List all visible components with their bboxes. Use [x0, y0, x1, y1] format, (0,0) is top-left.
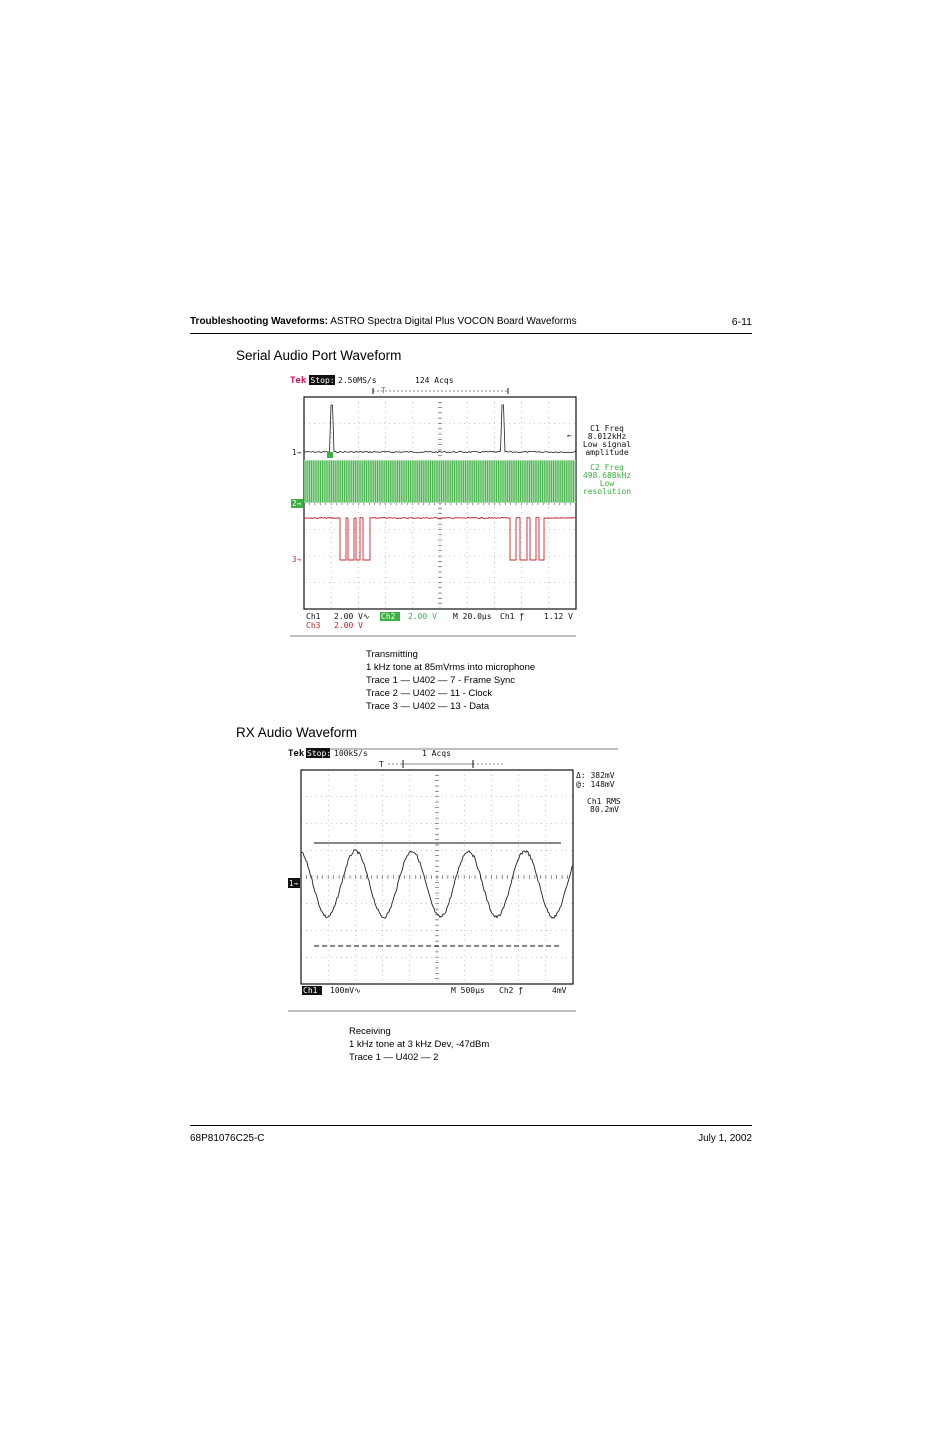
footer-rule — [190, 1125, 752, 1126]
section-title-serial-audio: Serial Audio Port Waveform — [236, 348, 402, 363]
scope1-state: Stop: — [310, 376, 335, 385]
scope2-ch1-scale: 100mV∿ — [330, 986, 361, 995]
scope1-ch3-scale: 2.00 V — [334, 621, 363, 630]
scope2-timebase: M 500µs — [451, 986, 485, 995]
caption2-line-1: Receiving — [349, 1026, 391, 1037]
scope1-trigger-level: 1.12 V — [544, 612, 573, 621]
rx-audio-scope — [285, 744, 645, 1016]
scope2-trigger-marker: T — [379, 760, 384, 769]
caption1-line-5: Trace 3 — U402 — 13 - Data — [366, 701, 490, 712]
footer-date: July 1, 2002 — [698, 1133, 752, 1144]
scope1-c2-note-2: resolution — [582, 487, 632, 496]
caption-serial-audio — [366, 648, 535, 713]
scope1-brand: Tek — [290, 376, 307, 386]
scope2-trigger-src: Ch2 ƒ — [499, 986, 524, 995]
scope1-trace-ch3 — [304, 517, 576, 560]
scope2-at: @: 148mV — [576, 780, 615, 789]
scope1-c2-freq-label: C2 Freq — [590, 463, 624, 472]
caption1-line-2: 1 kHz tone at 85mVrms into microphone — [366, 662, 536, 673]
scope2-brand: Tek — [288, 749, 305, 759]
scope1-ch1-label: Ch1 — [306, 612, 321, 621]
scope1-sample-rate: 2.50MS/s — [338, 376, 377, 385]
scope2-trigger-level: 4mV — [552, 986, 567, 995]
scope1-ch2-scale: 2.00 V — [408, 612, 437, 621]
caption2-line-3: Trace 1 — U402 — 2 — [349, 1052, 439, 1063]
scope2-trace-ch1 — [301, 850, 573, 919]
scope2-sample-rate: 100kS/s — [334, 749, 368, 758]
scope1-trigger-point — [327, 452, 333, 458]
caption1-line-3: Trace 1 — U402 — 7 - Frame Sync — [366, 675, 516, 686]
scope1-c1-note-1: Low signal — [582, 440, 632, 449]
scope2-graticule — [301, 770, 573, 984]
header-title-rest: ASTRO Spectra Digital Plus VOCON Board Waveforms — [327, 316, 577, 327]
section-title-rx-audio: RX Audio Waveform — [236, 725, 358, 740]
scope1-c1-freq-value: 8.012kHz — [587, 432, 627, 441]
page-number: 6-11 — [731, 316, 752, 328]
scope1-ch3-label: Ch3 — [306, 621, 321, 630]
scope1-meas-arrow: ← — [567, 431, 572, 440]
scope1-c1-freq-label: C1 Freq — [590, 424, 624, 433]
scope2-delta: Δ: 382mV — [576, 771, 615, 780]
scope2-rms-label: Ch1 RMS — [587, 797, 621, 806]
scope2-rms-value: 80.2mV — [590, 805, 619, 814]
running-header — [190, 316, 577, 327]
scope1-c2-freq-value: 498.688kHz — [582, 471, 632, 480]
scope1-trace-ch2 — [304, 460, 576, 503]
scope1-ch1-scale: 2.00 V∿ — [334, 612, 370, 621]
caption1-line-4: Trace 2 — U402 — 11 - Clock — [366, 688, 493, 699]
scope1-c1-note-2: amplitude — [585, 448, 629, 457]
footer-doc-number: 68P81076C25-C — [190, 1133, 265, 1144]
scope2-ch1-marker: 1→ — [289, 879, 299, 888]
scope2-acqs: 1 Acqs — [422, 749, 451, 758]
scope1-trigger-src: Ch1 ƒ — [500, 612, 525, 621]
scope1-acqs: 124 Acqs — [415, 376, 454, 385]
scope1-ch2-marker: 2→ — [292, 499, 302, 508]
serial-audio-scope — [285, 372, 645, 640]
scope2-state: Stop: — [307, 749, 332, 758]
scope1-ch3-marker: 3→ — [292, 555, 302, 564]
scope1-ch2-label: Ch2 — [381, 612, 396, 621]
scope1-trigger-marker: T — [381, 386, 386, 395]
caption2-line-2: 1 kHz tone at 3 kHz Dev, -47dBm — [349, 1039, 490, 1050]
scope1-c2-note-1: Low — [599, 479, 615, 488]
caption-rx-audio — [349, 1025, 489, 1064]
scope1-ch1-marker: 1→ — [292, 448, 302, 457]
scope1-timebase: M 20.0µs — [453, 612, 492, 621]
caption1-line-1: Transmitting — [366, 649, 418, 660]
header-title-bold: Troubleshooting Waveforms: — [190, 316, 328, 327]
header-rule — [190, 333, 752, 334]
scope2-ch1-label: Ch1 — [303, 986, 318, 995]
